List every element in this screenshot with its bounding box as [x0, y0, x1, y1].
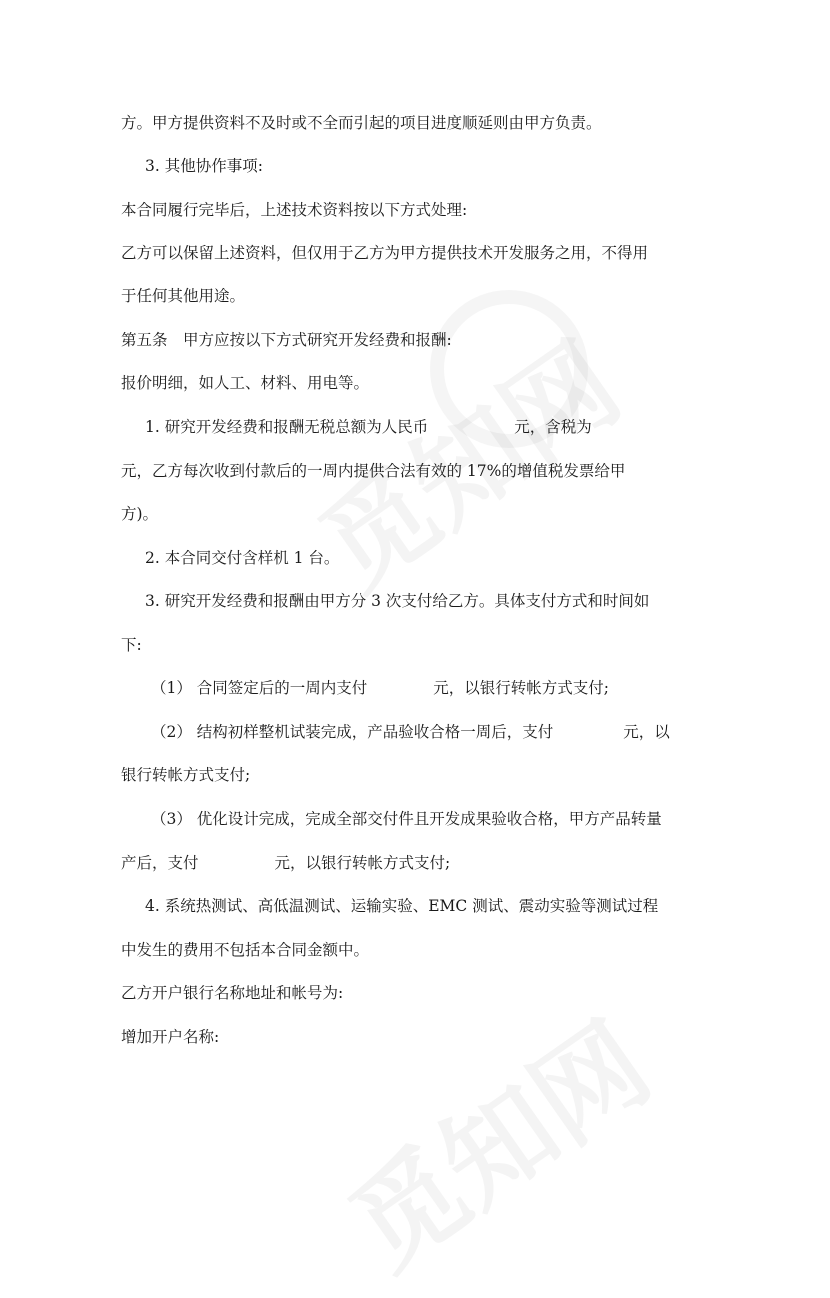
list-item-heading: 3. 其他协作事项: — [145, 157, 263, 175]
payment-item-text: 产后，支付 — [121, 854, 199, 872]
payment-item-text: 元，以银行转帐方式支付; — [274, 854, 451, 872]
list-item: 3. 研究开发经费和报酬由甲方分 3 次支付给乙方。具体支付方式和时间如 — [145, 592, 650, 610]
payment-item: （3） 优化设计完成，完成全部交付件且开发成果验收合格，甲方产品转量 — [151, 810, 662, 828]
paragraph-line: 下: — [121, 636, 142, 654]
paragraph-line — [121, 852, 450, 874]
payment-item-text: 元，以银行转帐方式支付; — [433, 679, 610, 697]
paragraph-line: 方。甲方提供资料不及时或不全而引起的项目进度顺延则由甲方负责。 — [121, 114, 602, 132]
paragraph-line: 于任何其他用途。 — [121, 287, 246, 305]
paragraph-line: 乙方开户银行名称地址和帐号为: — [121, 984, 344, 1002]
payment-item — [151, 721, 670, 743]
payment-item-text: 元，以 — [623, 723, 670, 741]
paragraph-line: 乙方可以保留上述资料，但仅用于乙方为甲方提供技术开发服务之用，不得用 — [121, 244, 649, 262]
payment-item-text: （1） 合同签定后的一周内支付 — [151, 679, 368, 697]
paragraph-line: 方)。 — [121, 505, 159, 523]
payment-item-text: （2） 结构初样整机试装完成，产品验收合格一周后，支付 — [151, 723, 554, 741]
paragraph-line: 报价明细，如人工、材料、用电等。 — [121, 374, 370, 392]
list-item: 2. 本合同交付含样机 1 台。 — [145, 549, 340, 567]
paragraph-line: 中发生的费用不包括本合同金额中。 — [121, 941, 370, 959]
payment-item — [151, 677, 609, 699]
watermark-text — [315, 980, 676, 1298]
article-heading: 第五条 甲方应按以下方式研究开发经费和报酬: — [121, 331, 452, 349]
paragraph-line: 增加开户名称: — [121, 1028, 220, 1046]
paragraph-line: 银行转帐方式支付; — [121, 766, 251, 784]
paragraph-line: 本合同履行完毕后，上述技术资料按以下方式处理: — [121, 201, 468, 219]
list-item: 4. 系统热测试、高低温测试、运输实验、EMC 测试、震动实验等测试过程 — [145, 897, 659, 915]
list-item — [145, 416, 592, 438]
list-item-text: 1. 研究开发经费和报酬无税总额为人民币 — [145, 418, 429, 436]
paragraph-line: 元，乙方每次收到付款后的一周内提供合法有效的 17%的增值税发票给甲 — [121, 462, 626, 480]
list-item-text: 元，含税为 — [514, 418, 592, 436]
